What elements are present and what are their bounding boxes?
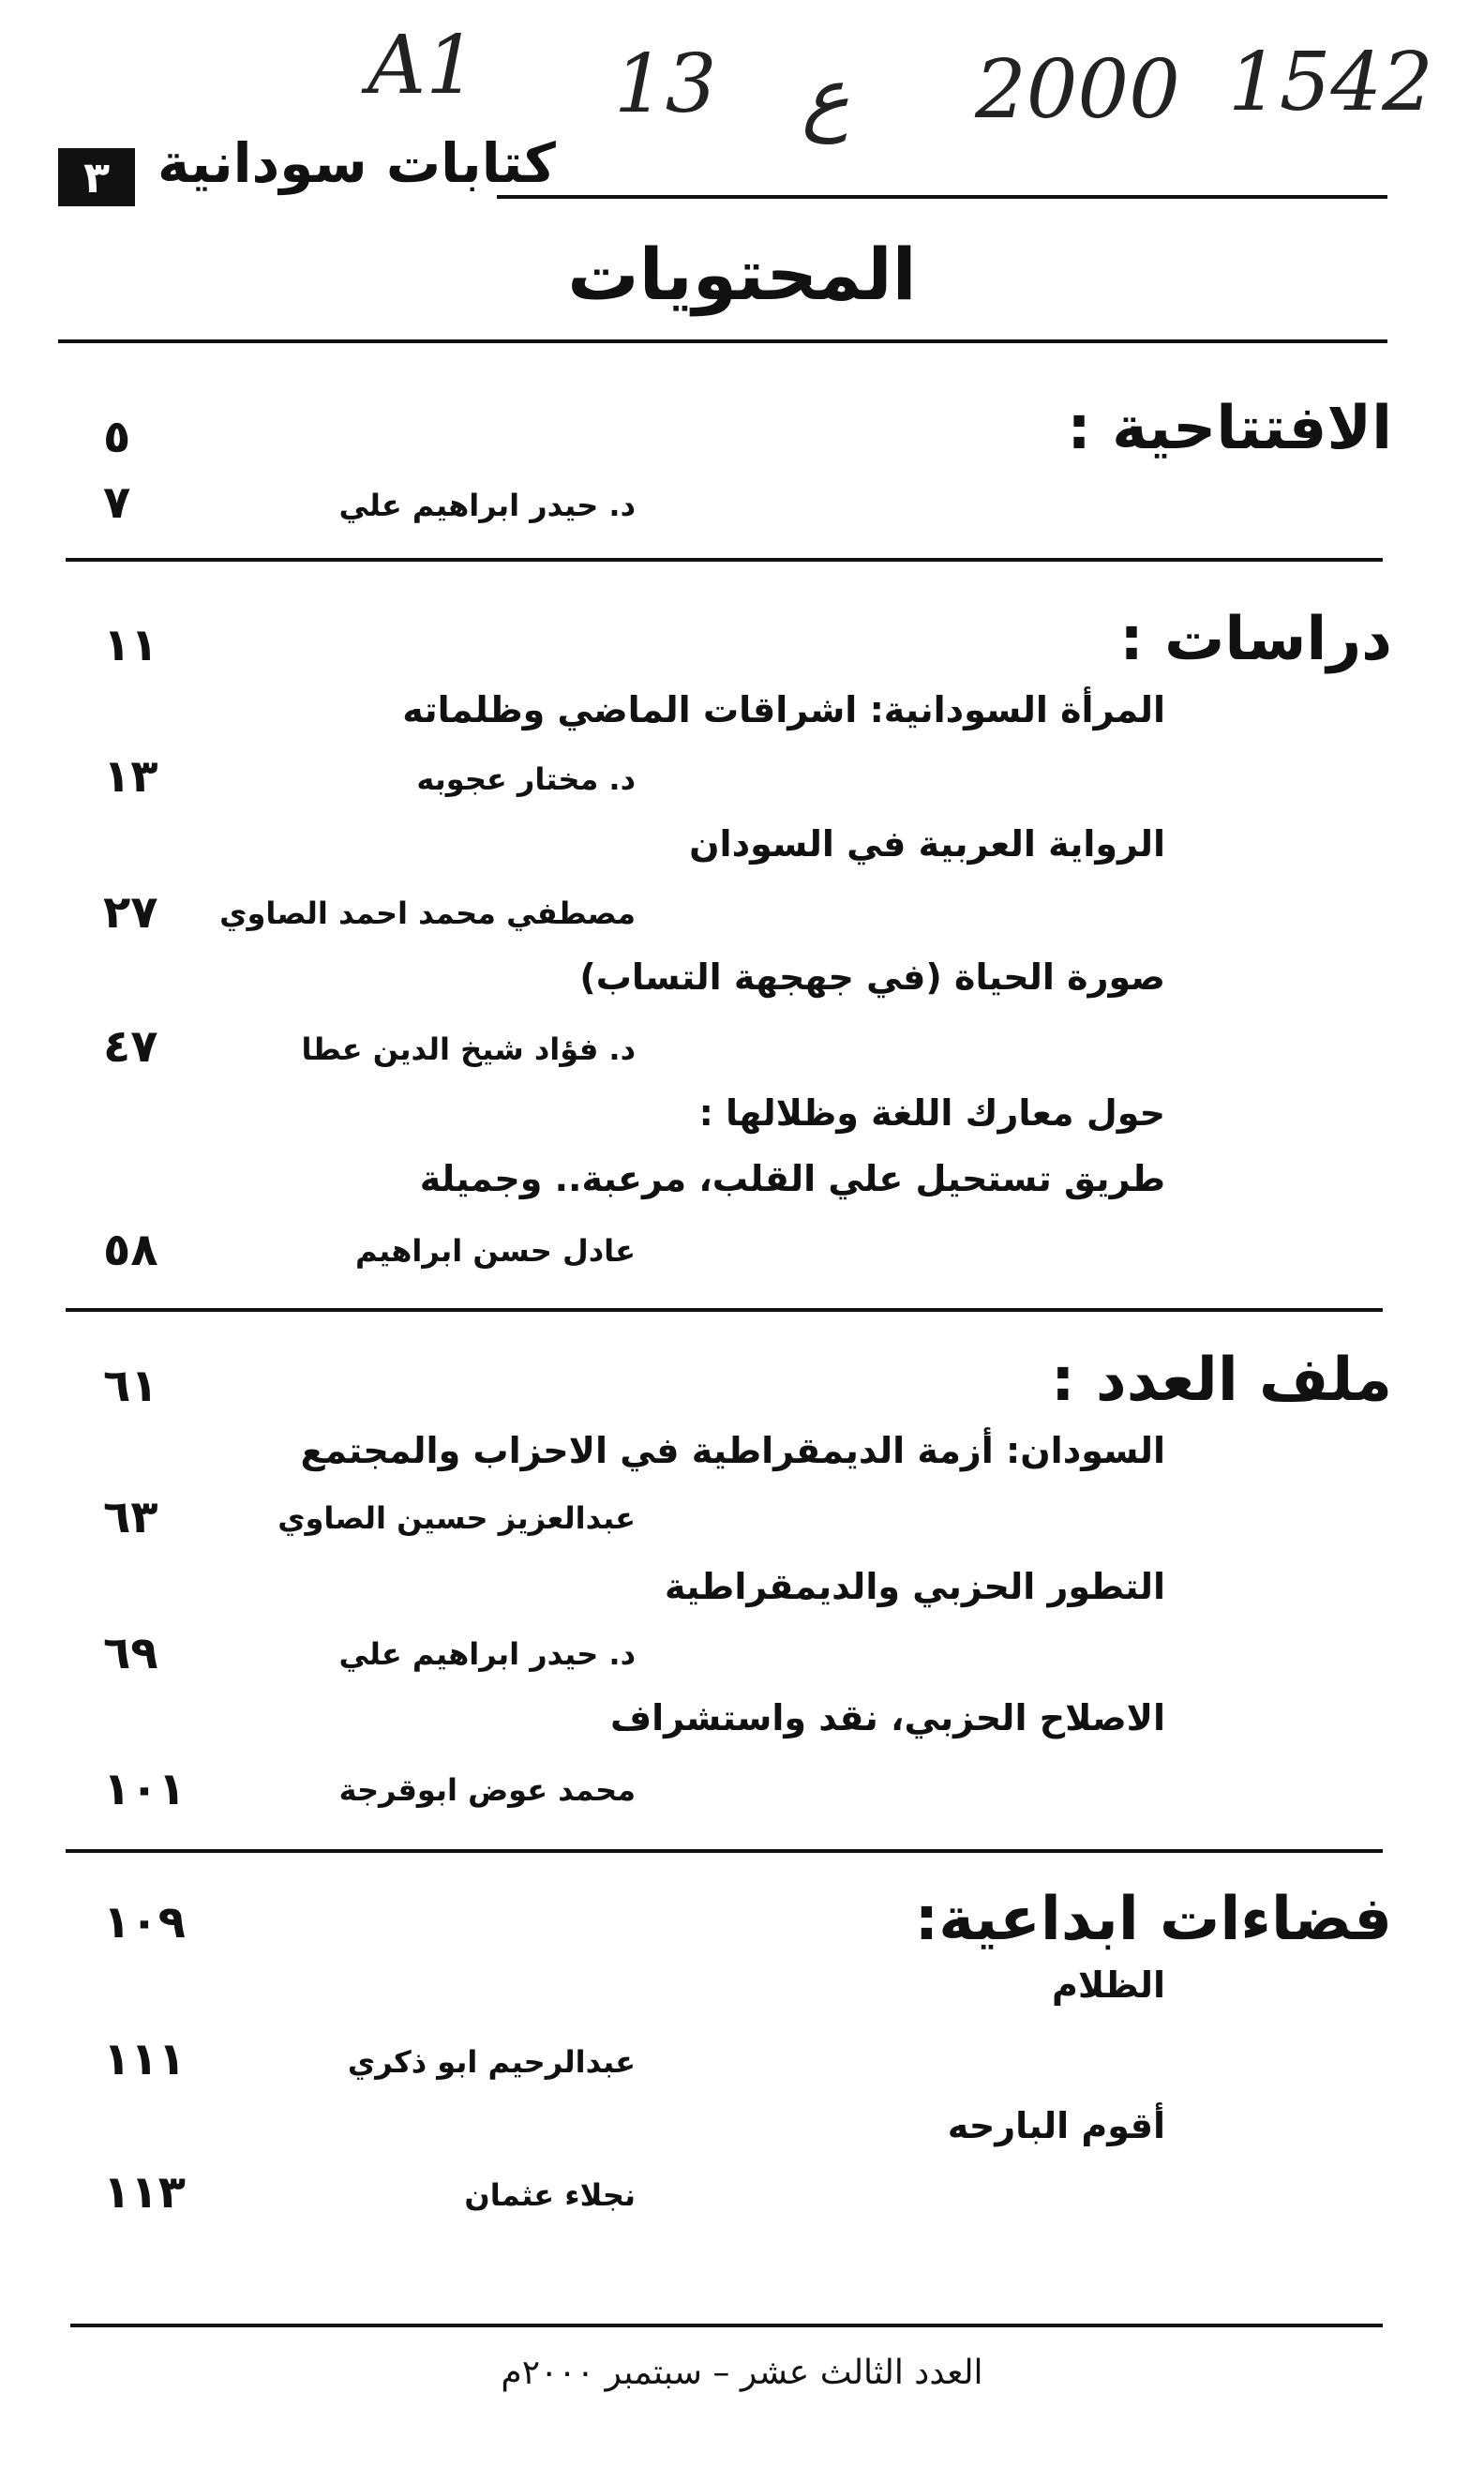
article-title: أقوم البارحه (947, 2105, 1165, 2146)
page-number: ١٠٩ (103, 1896, 186, 1949)
author-name: محمد عوض ابوقرجة (338, 1772, 636, 1808)
section-divider (66, 558, 1383, 562)
author-name: د. فؤاد شيخ الدين عطا (301, 1031, 636, 1067)
page-number: ٧ (103, 476, 131, 529)
issue-number-badge: ٣ (58, 148, 135, 206)
section-heading-studies: دراسات : (1119, 605, 1392, 674)
issue-footer: العدد الثالث عشر – سبتمبر ٢٠٠٠م (501, 2354, 983, 2392)
article-title: السودان: أزمة الديمقراطية في الاحزاب والمجتمع (300, 1430, 1165, 1471)
footer-rule (70, 2324, 1383, 2327)
article-title: المرأة السودانية: اشراقات الماضي وظلماته (402, 689, 1165, 730)
article-title: الاصلاح الحزبي، نقد واستشراف (609, 1697, 1165, 1738)
page-number: ١١ (103, 619, 158, 671)
author-name: د. حيدر ابراهيم علي (338, 1636, 636, 1672)
section-divider (66, 1849, 1383, 1853)
article-title: التطور الحزبي والديمقراطية (665, 1566, 1165, 1607)
page-number: ١١١ (103, 2033, 186, 2085)
handwritten-note-a: A1 (367, 19, 477, 113)
article-title: الرواية العربية في السودان (689, 823, 1165, 865)
page-number: ٦٣ (103, 1491, 158, 1543)
handwritten-note-c: ع (802, 51, 850, 144)
page-number: ٤٧ (103, 1020, 158, 1073)
section-divider (66, 1308, 1383, 1312)
header-rule (497, 195, 1387, 199)
author-name: نجلاء عثمان (464, 2177, 636, 2213)
page-number: ٦٩ (103, 1627, 158, 1679)
section-heading-editorial: الافتتاحية : (1067, 394, 1392, 463)
page-number: ٥٨ (103, 1224, 158, 1276)
page-number: ١٠١ (103, 1763, 186, 1815)
page-number: ٢٧ (103, 886, 158, 939)
handwritten-note-b: 13 (614, 38, 717, 131)
page-title: المحتويات (567, 233, 917, 316)
article-title: الظلام (1051, 1964, 1165, 2006)
article-subtitle: طريق تستحيل علي القلب، مرعبة.. وجميلة (419, 1158, 1165, 1199)
author-name: عبدالرحيم ابو ذكري (347, 2044, 636, 2080)
author-name: مصطفي محمد احمد الصاوي (219, 895, 636, 931)
section-heading-issue-file: ملف العدد : (1050, 1346, 1392, 1415)
handwritten-note-e: 1542 (1228, 36, 1433, 129)
title-rule (58, 339, 1387, 343)
page-number: ٦١ (103, 1360, 158, 1412)
page-number: ٥ (103, 411, 131, 463)
author-name: د. مختار عجوبه (416, 761, 636, 797)
magazine-name: كتابات سودانية (157, 131, 556, 195)
handwritten-note-d: 2000 (975, 43, 1180, 137)
author-name: عبدالعزيز حسين الصاوي (277, 1500, 636, 1536)
article-title: حول معارك اللغة وظلالها : (698, 1092, 1165, 1134)
section-heading-creative: فضاءات ابداعية: (914, 1885, 1392, 1954)
page-number: ١٣ (103, 750, 158, 803)
article-title: صورة الحياة (في جهجهة التساب) (579, 956, 1165, 998)
author-name: عادل حسن ابراهيم (355, 1233, 636, 1269)
author-name: د. حيدر ابراهيم علي (338, 488, 636, 523)
page-number: ١١٣ (103, 2166, 186, 2219)
